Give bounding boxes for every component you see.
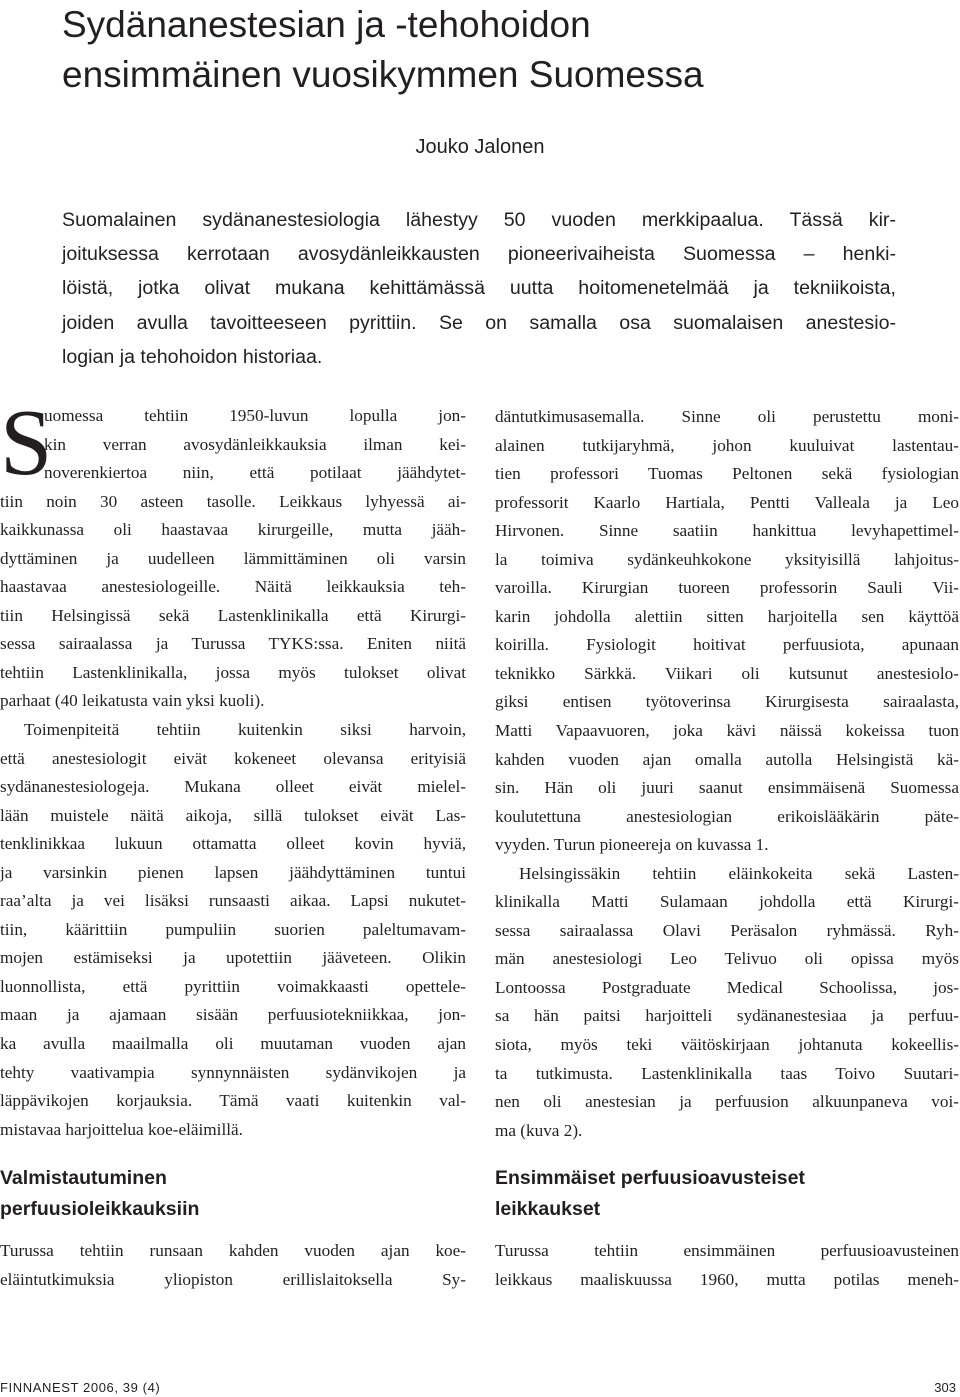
body-line: lään muistele näitä aikoja, sillä tulokset eivät Las- [0,805,466,825]
body-line: ka avulla maailmalla oli muutaman vuoden ajan [0,1034,466,1054]
body-line: tien professori Tuomas Peltonen sekä fysiologian [495,464,959,484]
body-line: haastavaa anestesiologeille. Näitä leikkauksia teh- [0,577,466,597]
body-line: tehtiin Lastenklinikalla, jossa myös tulokset olivat [0,662,466,682]
body-line: karin johdolla alettiin sitten harjoitella sen käyttöä [495,606,959,626]
lead-line: joituksessa kerrotaan avosydänleikkausten pioneerivaiheista Suomessa – henki- [62,243,896,266]
title-line-1: Sydänanestesian ja -tehohoidon [62,4,591,45]
lead-paragraph [62,203,896,374]
body-line: noverenkiertoa niin, että potilaat jäähdytet- [44,463,466,483]
body-line: Turussa tehtiin ensimmäinen perfuusioavusteinen [495,1241,959,1260]
body-line: tehty vaativampia synnynnäisten sydänvikojen ja [0,1062,466,1082]
body-line: luonnollista, että pyrittiin voimakkaasti opettele- [0,976,466,996]
body-line: Helsingissäkin tehtiin eläinkokeita sekä Lasten- [519,863,959,883]
body-line: Turussa tehtiin runsaan kahden vuoden ajan koe- [0,1241,466,1260]
drop-cap: S [0,391,53,495]
body-line: leikkaus maaliskuussa 1960, mutta potilas meneh- [495,1269,959,1289]
body-line: Lontoossa Postgraduate Medical Schoolissa, jos- [495,977,959,997]
section-text-preparation [0,1237,466,1294]
heading-line: leikkaukset [495,1198,601,1220]
left-column [0,391,466,1144]
body-line: nen oli anestesian ja perfuusion alkuunpaneva voi- [495,1092,959,1112]
body-line: ja varsinkin pienen lapsen jäähdyttäminen tuntui [0,862,466,882]
lead-line: logian ja tehohoidon historiaa. [62,345,323,368]
lead-line: joiden avulla tavoitteeseen pyrittiin. Se on samalla osa suomalaisen anestesio- [62,311,896,334]
body-line: ta tutkimusta. Lastenklinikalla taas Toivo Suutari- [495,1063,959,1083]
body-line: tiin noin 30 asteen tasolle. Leikkaus lyhyessä ai- [0,491,466,511]
section-heading-first-operations [495,1163,959,1225]
body-line: koulutettuna anestesiologian erikoislääkärin päte- [495,806,959,826]
section-heading-preparation [0,1163,466,1225]
body-line: eläintutkimuksia yliopiston erillislaitoksella Sy- [0,1269,466,1289]
body-line: varoilla. Kirurgian tuoreen professorin Sauli Vii- [495,578,959,598]
body-line: parhaat (40 leikatusta vain yksi kuoli). [0,691,265,711]
body-line: kaikkunassa oli haastavaa kirurgeille, mutta jääh- [0,520,466,540]
body-line: tiin, käärittiin pumpuliin suorien paleltumavam- [0,919,466,939]
body-line: sydänanestesiologeja. Mukana olleet eivät mielel- [0,777,466,797]
author-name-block [0,133,960,161]
body-line: la toimiva sydänkeuhkokone yksityisillä lahjoitus- [495,549,959,569]
body-line: sessa sairaalassa Olavi Peräsalon ryhmässä. Ryh- [495,920,959,940]
body-line: kin verran avosydänleikkauksia ilman kei- [44,434,466,454]
body-line: mojen estämiseksi ja upotettiin jääveteen. Olikin [0,948,466,968]
body-line: teknikko Särkkä. Viikari oli kutsunut anestesiolo- [495,663,959,683]
body-line: Toimenpiteitä tehtiin kuitenkin siksi harvoin, [24,720,466,740]
page-number: 303 [934,1380,956,1395]
body-line: mistavaa harjoittelua koe-eläimillä. [0,1119,243,1139]
body-line: maan ja ajamaan sisään perfuusiotekniikkaa, jon- [0,1005,466,1025]
heading-line: Ensimmäiset perfuusioavusteiset [495,1167,805,1189]
body-line: Hirvonen. Sinne saatiin hankittua levyhapettimel- [495,521,959,541]
right-column [495,403,959,1145]
body-line: Matti Vapaavuoren, joka kävi näissä kokeissa tuon [495,721,959,741]
body-line: dyttäminen ja uudelleen lämmittäminen oli varsin [0,548,466,568]
section-text-first-operations [495,1237,959,1294]
body-line: däntutkimusasemalla. Sinne oli perustettu moni- [495,407,959,426]
body-line: läppävikojen korjauksia. Tämä vaati kuitenkin val- [0,1091,466,1111]
article-title [62,0,942,100]
lead-line: Suomalainen sydänanestesiologia lähestyy 50 vuoden merkkipaalua. Tässä kir- [62,209,896,231]
body-line: että anestesiologit eivät kokeneet olevansa erityisiä [0,748,466,768]
body-line: ma (kuva 2). [495,1120,583,1140]
body-line: alainen tutkijaryhmä, johon kuuluivat lastentau- [495,435,959,455]
body-line: raa’alta ja vei lisäksi runsaasti aikaa. Lapsi nukutet- [0,891,466,911]
body-line: män anestesiologi Leo Telivuo oli opissa myös [495,949,959,969]
body-line: vyyden. Turun pioneereja on kuvassa 1. [495,835,769,855]
body-line: giksi entisen työtoverinsa Kirurgisesta sairaalasta, [495,692,959,712]
heading-line: Valmistautuminen [0,1167,167,1189]
author-name: Jouko Jalonen [415,136,545,158]
title-line-2: ensimmäinen vuosikymmen Suomessa [62,54,704,95]
body-line: professorit Kaarlo Hartiala, Pentti Valleala ja Leo [495,492,959,512]
body-line: uomessa tehtiin 1950-luvun lopulla jon- [44,406,466,425]
body-line: sessa sairaalassa ja Turussa TYKS:ssa. Eniten niitä [0,634,466,654]
body-line: koirilla. Fysiologit hoitivat perfuusiota, apunaan [495,635,959,655]
lead-line: löistä, jotka olivat mukana kehittämässä uutta hoitomenetelmää ja tekniikoista, [62,277,896,300]
body-line: klinikalla Matti Sulamaan johdolla että Kirurgi- [495,892,959,912]
body-line: kahden vuoden ajan omalla autolla Helsingistä kä- [495,749,959,769]
journal-citation: FINNANEST 2006, 39 (4) [0,1380,161,1395]
body-line: sin. Hän oli juuri saanut ensimmäisenä Suomessa [495,778,959,798]
body-line: siota, myös teki väitöskirjaan johtanuta kokeellis- [495,1035,959,1055]
body-line: sa hän paitsi harjoitteli sydänanestesiaa ja perfuu- [495,1006,959,1026]
body-line: tenklinikkaa lukuun ottamatta olleet kovin hyviä, [0,834,466,854]
heading-line: perfuusioleikkauksiin [0,1198,200,1220]
body-line: tiin Helsingissä sekä Lastenklinikalla että Kirurgi- [0,605,466,625]
